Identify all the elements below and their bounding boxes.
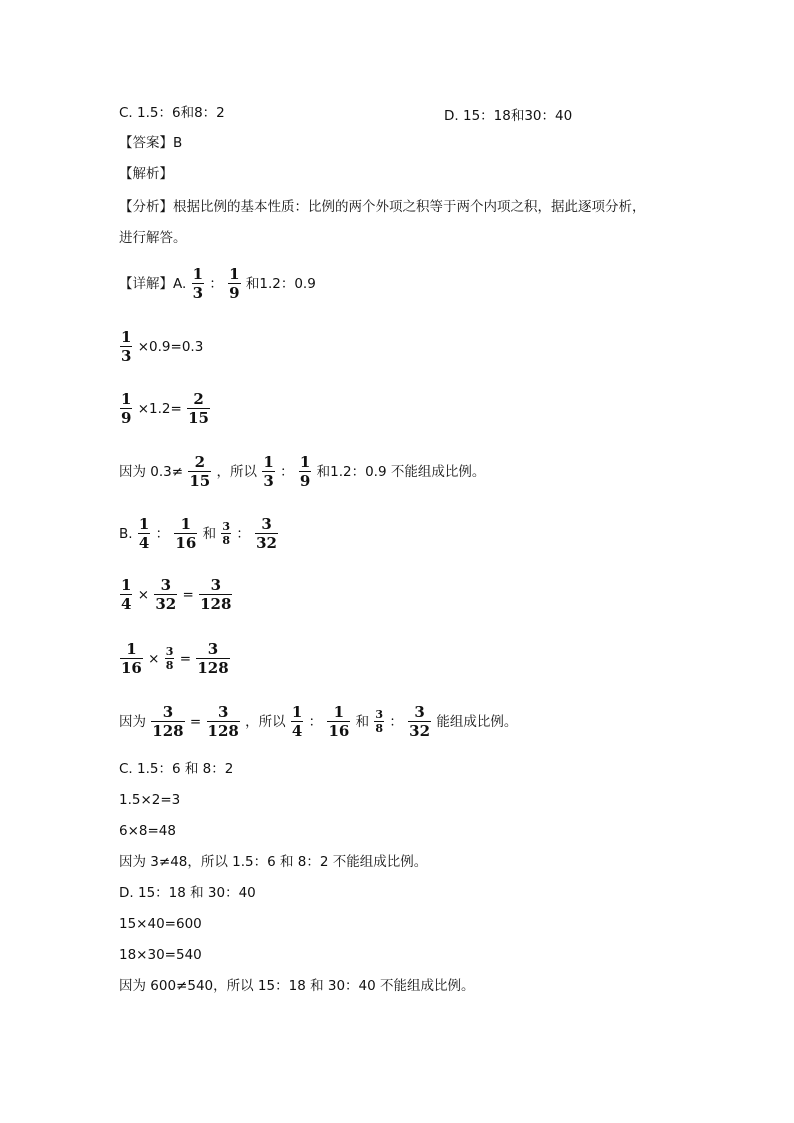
fraction-3-128: $\frac{3}{128}$: [207, 703, 239, 740]
analysis-text-line2: 进行解答。: [119, 230, 187, 246]
colon: ：: [280, 463, 294, 480]
option-c: C. 1.5：6和8：2: [119, 105, 225, 121]
detail-b-calc1: [119, 576, 233, 613]
fraction-1-16: $\frac{1}{16}$: [175, 515, 197, 552]
detail-a-tail: 和1.2：0.9: [245, 275, 316, 292]
detail-a-calc1: [119, 328, 203, 365]
detail-b-line: [119, 515, 279, 552]
equals-sign: =: [182, 586, 194, 603]
conclusion-mid: ，所以: [216, 463, 258, 480]
b-label: B.: [119, 525, 133, 542]
colon: ：: [236, 525, 250, 542]
fraction-1-16: $\frac{1}{16}$: [328, 703, 350, 740]
fraction-1-3: $\frac{1}{3}$: [192, 265, 204, 302]
calc-text: ×0.9=0.3: [137, 338, 204, 355]
detail-d-conclusion: 因为 600≠540，所以 15：18 和 30：40 不能组成比例。: [119, 978, 475, 994]
fraction-3-128: $\frac{3}{128}$: [200, 576, 232, 613]
option-d: D. 15：18和30：40: [444, 108, 573, 124]
fraction-1-9: $\frac{1}{9}$: [299, 453, 311, 490]
times-sign: ×: [148, 650, 160, 667]
detail-prefix: 【详解】A.: [119, 275, 187, 292]
fraction-3-8: $\frac{3}{8}$: [375, 708, 384, 735]
conclusion-pre: 因为 0.3≠: [119, 463, 184, 480]
detail-c-head: C. 1.5：6 和 8：2: [119, 761, 234, 777]
colon: ：: [308, 713, 323, 730]
calc-text: ×1.2=: [137, 400, 182, 417]
colon: ：: [155, 525, 170, 542]
fraction-3-32: $\frac{3}{32}$: [155, 576, 177, 613]
equals-sign: =: [179, 650, 192, 667]
colon: ：: [209, 275, 223, 292]
conclusion-pre: 因为: [119, 713, 146, 730]
fraction-1-4: $\frac{1}{4}$: [291, 703, 303, 740]
conclusion-tail: 能组成比例。: [436, 713, 518, 730]
detail-b-conclusion: [119, 703, 517, 740]
fraction-3-128: $\frac{3}{128}$: [197, 640, 229, 677]
fraction-2-15: $\frac{2}{15}$: [189, 453, 211, 490]
he-char: 和: [355, 713, 370, 730]
colon: ：: [389, 713, 403, 730]
fraction-1-9: $\frac{1}{9}$: [121, 390, 132, 427]
detail-c-calc1: 1.5×2=3: [119, 792, 181, 808]
detail-a-line: [119, 265, 316, 302]
analysis-heading: 【解析】: [119, 166, 173, 182]
detail-a-conclusion: [119, 453, 485, 490]
fraction-1-3: $\frac{1}{3}$: [121, 328, 132, 365]
fraction-3-8: $\frac{3}{8}$: [222, 520, 231, 547]
detail-c-calc2: 6×8=48: [119, 823, 176, 839]
detail-b-calc2: [119, 640, 231, 677]
detail-d-head: D. 15：18 和 30：40: [119, 885, 256, 901]
detail-d-calc1: 15×40=600: [119, 916, 202, 932]
fraction-3-32: $\frac{3}{32}$: [409, 703, 431, 740]
fraction-3-128: $\frac{3}{128}$: [152, 703, 184, 740]
fraction-1-4: $\frac{1}{4}$: [138, 515, 150, 552]
fraction-1-4: $\frac{1}{4}$: [121, 576, 132, 613]
detail-c-conclusion: 因为 3≠48，所以 1.5：6 和 8：2 不能组成比例。: [119, 854, 428, 870]
equals-sign: =: [189, 713, 202, 730]
fraction-1-3: $\frac{1}{3}$: [263, 453, 274, 490]
fraction-1-9: $\frac{1}{9}$: [229, 265, 240, 302]
analysis-text-line1: 【分析】根据比例的基本性质：比例的两个外项之积等于两个内项之积，据此逐项分析，: [119, 199, 646, 215]
detail-a-calc2: [119, 390, 211, 427]
detail-d-calc2: 18×30=540: [119, 947, 202, 963]
fraction-2-15: $\frac{2}{15}$: [188, 390, 209, 427]
fraction-1-16: $\frac{1}{16}$: [121, 640, 142, 677]
fraction-3-8: $\frac{3}{8}$: [165, 645, 174, 672]
conclusion-mid: ，所以: [245, 713, 286, 730]
fraction-3-32: $\frac{3}{32}$: [256, 515, 277, 552]
answer-label: 【答案】B: [119, 135, 183, 151]
he-char: 和: [202, 525, 217, 542]
conclusion-tail: 和1.2：0.9 不能组成比例。: [316, 463, 486, 480]
times-sign: ×: [137, 586, 150, 603]
